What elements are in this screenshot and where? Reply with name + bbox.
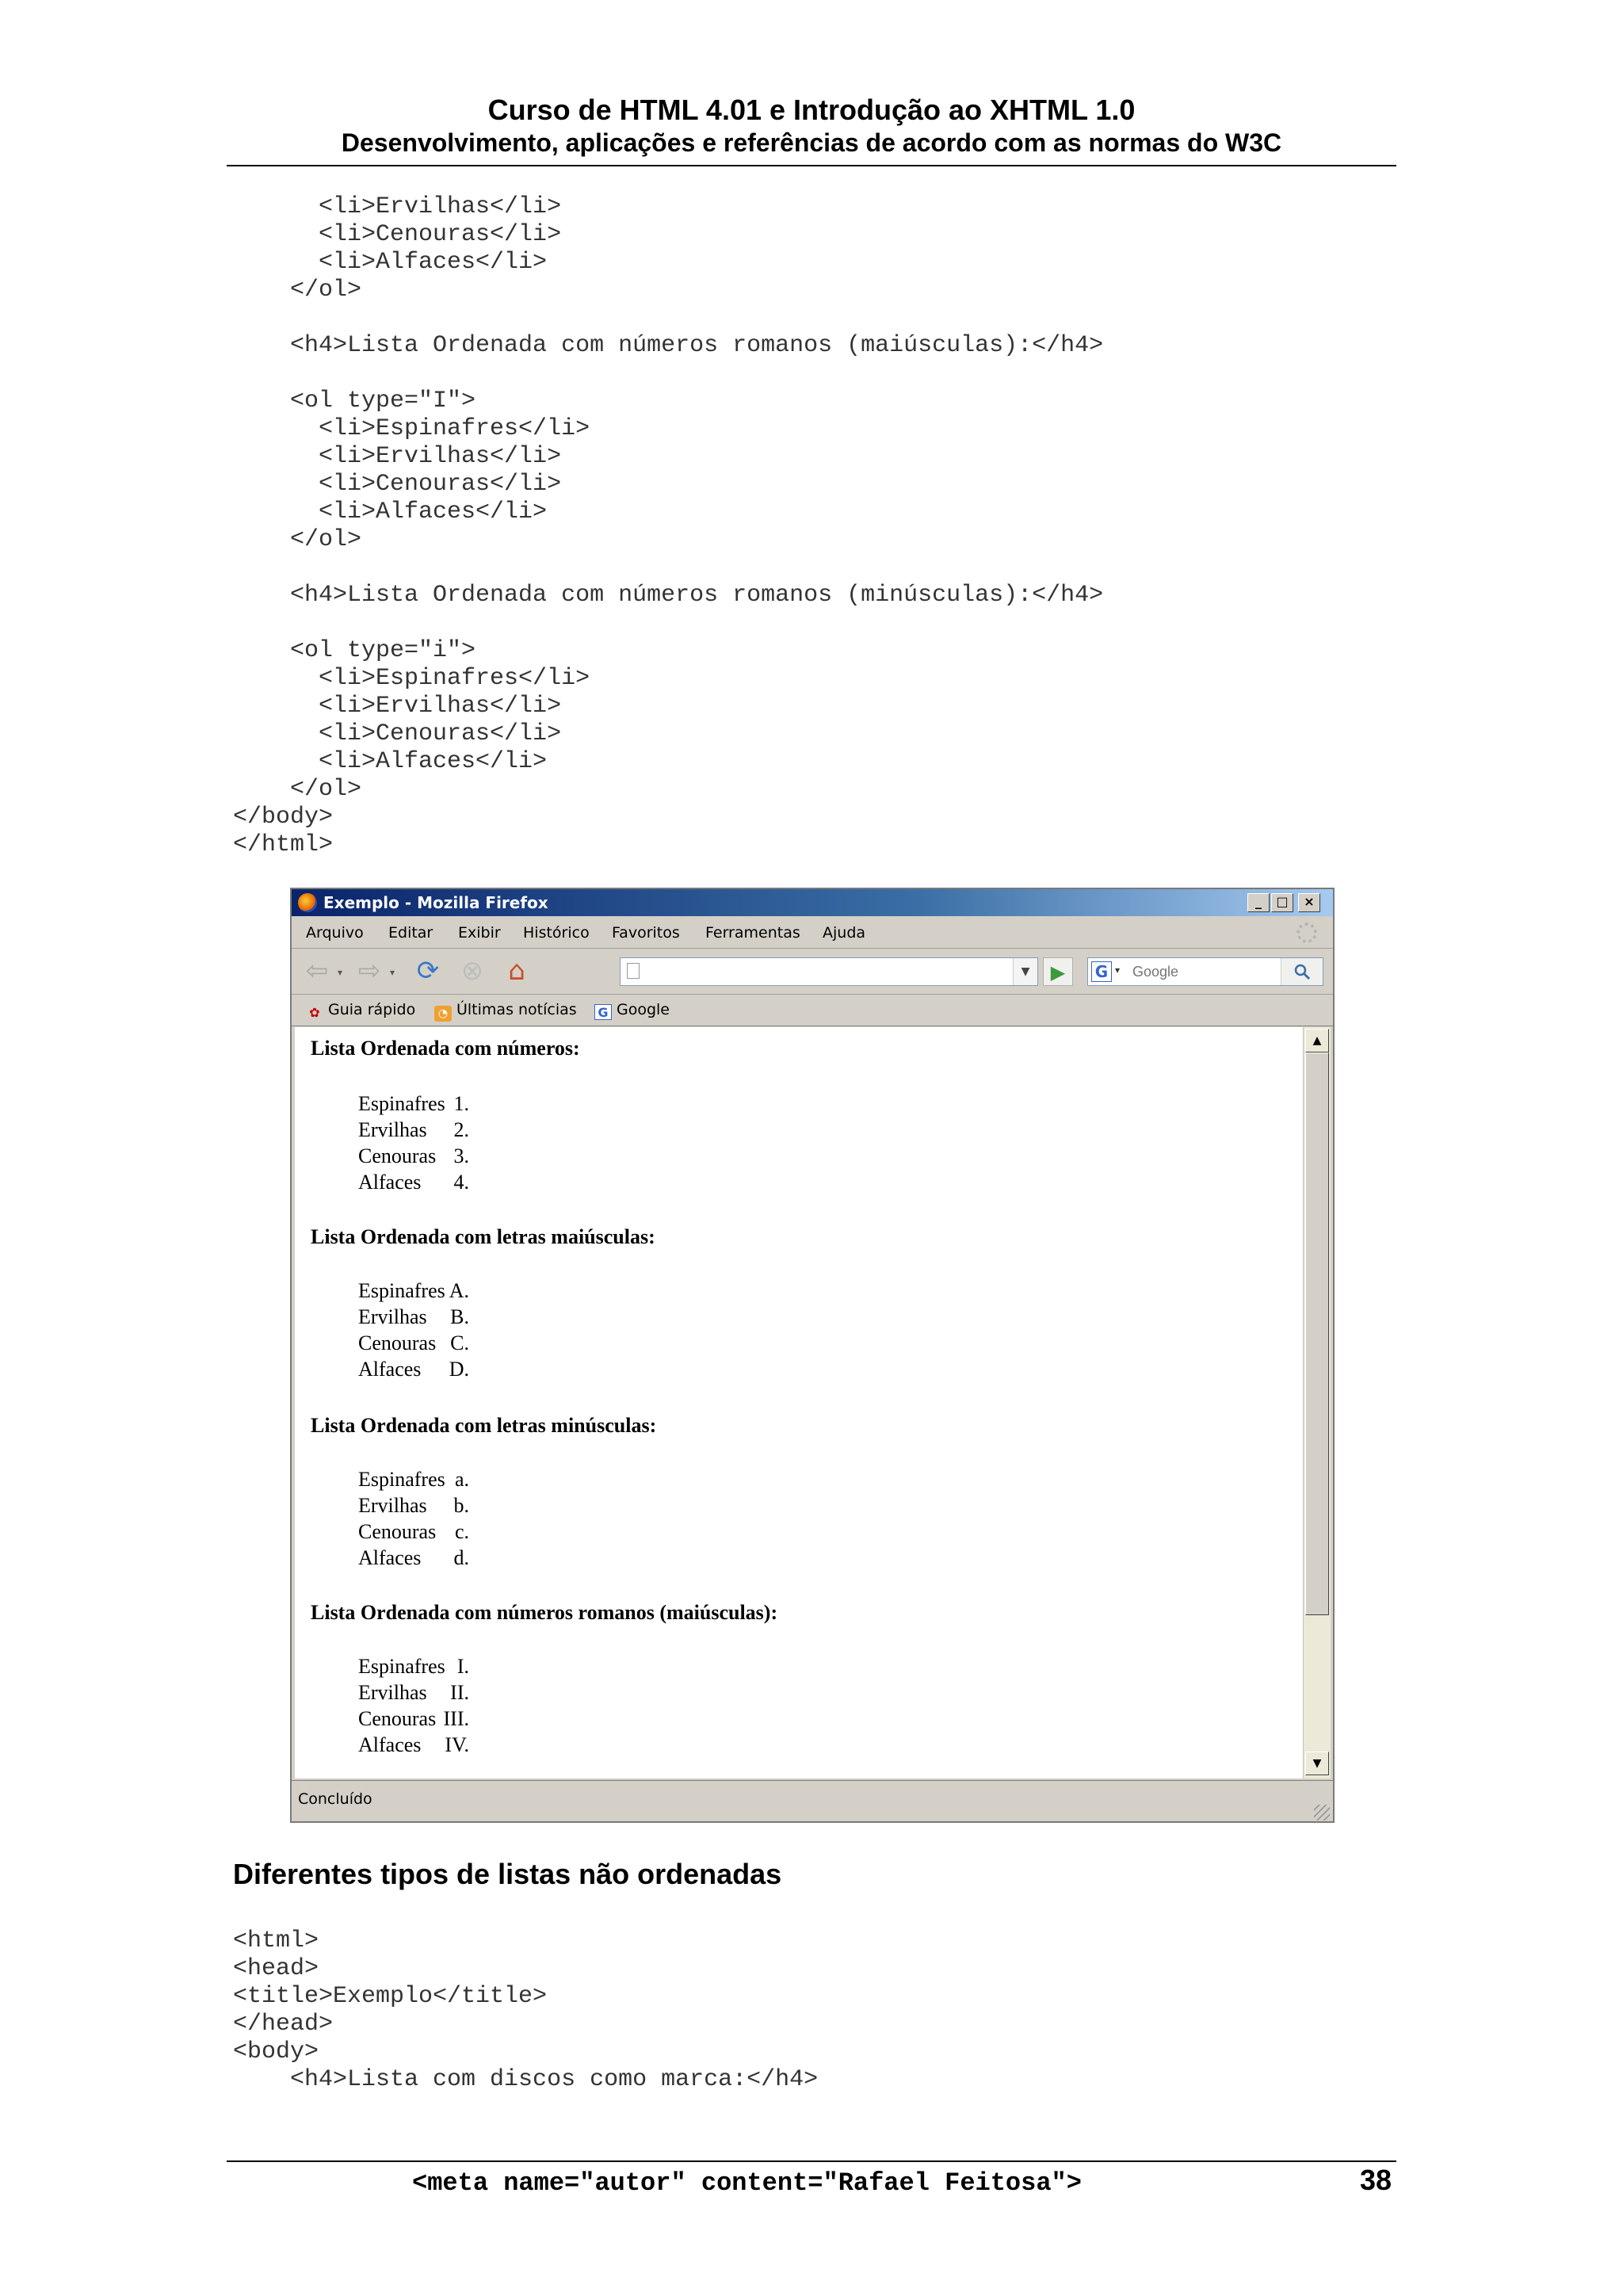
page-header [227, 94, 1396, 159]
list-heading: Lista Ordenada com números romanos (maiúsculas): [311, 1601, 778, 1624]
footer-meta-tag: <meta name="autor" content="Rafael Feitosa"> [412, 2168, 1082, 2198]
menu-bar [292, 916, 1333, 949]
menu-arquivo[interactable]: Arquivo [306, 924, 364, 942]
bookmark-google[interactable] [594, 1001, 670, 1020]
search-input[interactable] [1128, 958, 1281, 985]
forward-arrow-icon[interactable]: ⇨ [357, 955, 381, 987]
back-history-dropdown-icon[interactable]: ▾ [338, 967, 343, 978]
list-heading: Lista Ordenada com letras maiúsculas: [311, 1225, 655, 1248]
code-listing-top: <li>Ervilhas</li> <li>Cenouras</li> <li>Alfaces</li> </ol> <h4>Lista Ordenada com números romanos (maiúsculas):</h4> <ol type="I"> <li>Espinafres</li> <li>Ervilhas</li> <li>Cenouras</li> <li>Alfaces</li> </ol> <h4>Lista Ordenada com números romanos (minúsculas):</h4> <ol type="i"> <li>Espinafres</li> <li>Ervilhas</li> <li>Cenouras</li> <li>Alfaces</li> </ol> </body> </html> [233, 193, 1104, 858]
url-history-dropdown-icon[interactable]: ▼ [1013, 958, 1037, 985]
footer-rule [227, 2160, 1396, 2162]
maximize-button[interactable]: □ [1271, 893, 1293, 912]
section-heading: Diferentes tipos de listas não ordenadas [233, 1858, 782, 1890]
page-number: 38 [1359, 2164, 1392, 2196]
google-icon: G [594, 1004, 612, 1020]
engine-dropdown-icon[interactable]: ▾ [1115, 965, 1121, 976]
page-content: Lista Ordenada com números: 1. Espinafres 2. Ervilhas 3. Cenouras 4. Alfaces Lista Ordenada com letras maiúsculas: A. Espinafres B. Ervilhas C. Cenouras D. Alfaces Lista Ordenada com letras minúsculas: a. Espinafres b. Ervilhas c. Cenouras d. Alfaces Lista Ordenada com números romanos (maiúsculas): I. Espinafres II. Ervilhas III. Cenouras IV. Alfaces [295, 1027, 1303, 1778]
menu-editar[interactable]: Editar [388, 924, 433, 942]
search-button[interactable] [1281, 958, 1323, 985]
go-button[interactable]: ▶ [1043, 957, 1073, 986]
browser-window [290, 888, 1335, 1823]
menu-exibir[interactable]: Exibir [458, 924, 501, 942]
code-listing-bottom: <html> <head> <title>Exemplo</title> </head> <body> <h4>Lista com discos como marca:</h4> [233, 1927, 819, 2093]
course-subtitle: Desenvolvimento, aplicações e referências de acordo com as normas do W3C [341, 128, 1282, 157]
google-engine-icon[interactable]: G [1091, 961, 1112, 982]
menu-historico[interactable]: Histórico [523, 924, 590, 942]
title-bar [292, 889, 1333, 916]
address-bar[interactable] [620, 957, 1038, 986]
bookmark-label: Últimas notícias [456, 1001, 577, 1018]
ladybug-icon: ✿ [309, 1005, 320, 1020]
forward-history-dropdown-icon[interactable]: ▾ [390, 967, 395, 978]
rss-feed-icon: ◔ [434, 1006, 452, 1022]
navigation-toolbar [292, 948, 1333, 995]
magnifier-icon [1293, 962, 1312, 981]
resize-grip-icon[interactable] [1314, 1805, 1330, 1820]
course-title: Curso de HTML 4.01 e Introdução ao XHTML 1.0 [487, 94, 1136, 126]
menu-ferramentas[interactable]: Ferramentas [705, 924, 800, 942]
minimize-button[interactable]: _ [1247, 893, 1270, 912]
firefox-logo-icon [298, 893, 317, 912]
scroll-up-button[interactable]: ▲ [1305, 1029, 1329, 1052]
list-heading: Lista Ordenada com letras minúsculas: [311, 1414, 657, 1437]
menu-ajuda[interactable]: Ajuda [823, 924, 866, 942]
stop-icon[interactable]: ⊗ [460, 955, 484, 987]
menu-favoritos[interactable]: Favoritos [612, 924, 680, 942]
bookmarks-toolbar [292, 994, 1333, 1026]
window-title: Exemplo - Mozilla Firefox [323, 893, 548, 912]
page-icon [627, 963, 640, 979]
home-icon[interactable]: ⌂ [508, 955, 525, 987]
back-arrow-icon[interactable]: ⇦ [305, 955, 329, 987]
scroll-thumb[interactable] [1305, 1052, 1329, 1615]
bookmark-label: Guia rápido [328, 1001, 416, 1018]
header-rule [227, 165, 1396, 166]
bookmark-ultimas-noticias[interactable] [434, 1001, 577, 1022]
scroll-down-button[interactable]: ▼ [1305, 1752, 1329, 1775]
close-button[interactable]: × [1298, 893, 1320, 912]
list-heading: Lista Ordenada com números: [311, 1037, 580, 1060]
reload-icon[interactable]: ⟳ [416, 955, 440, 987]
search-bar [1087, 957, 1323, 986]
bookmark-label: Google [617, 1001, 670, 1018]
activity-throbber-icon [1296, 923, 1317, 943]
vertical-scrollbar[interactable] [1303, 1027, 1331, 1778]
status-bar [292, 1780, 1333, 1823]
status-text: Concluído [298, 1790, 372, 1808]
bookmark-guia-rapido[interactable] [306, 1001, 415, 1021]
